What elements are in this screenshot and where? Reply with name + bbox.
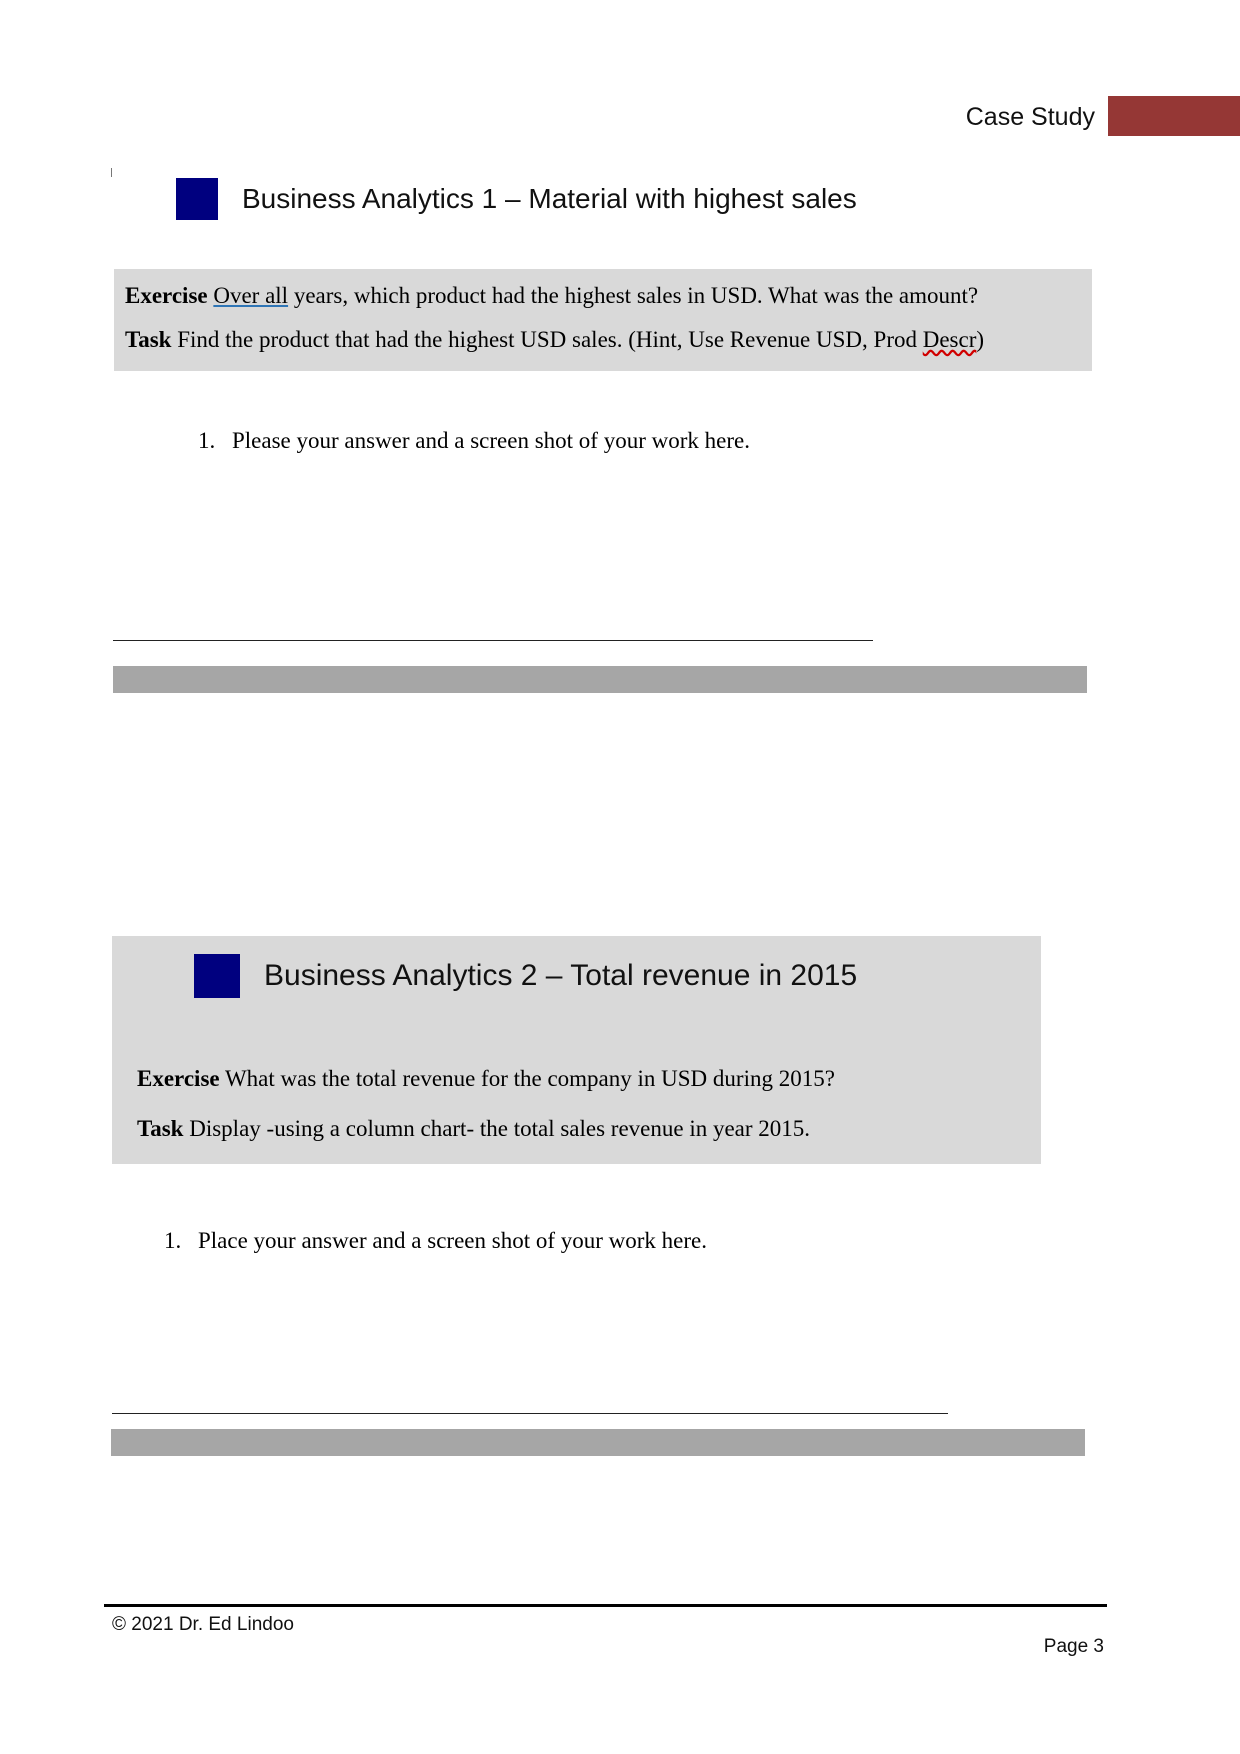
section1-exercise-line: [125, 283, 978, 309]
section2-instruction-text: Place your answer and a screen shot of your work here.: [198, 1228, 708, 1253]
section1-task-text-end: ): [976, 327, 985, 352]
section1-separator-bar: [113, 666, 1087, 693]
section2-task-text: Display -using a column chart- the total sales revenue in year 2015.: [183, 1116, 811, 1141]
text-cursor-mark: [111, 168, 112, 177]
section2-instruction-number: 1.: [164, 1228, 182, 1253]
section2-square-icon: [194, 954, 240, 998]
header-accent-band: [1108, 96, 1240, 136]
footer-rule: [104, 1604, 1107, 1607]
footer-copyright: © 2021 Dr. Ed Lindoo: [112, 1614, 294, 1635]
section1-square-icon: [176, 178, 218, 220]
section2-exercise-box: [112, 936, 1041, 1164]
header-title: Case Study: [965, 103, 1095, 131]
footer-page-number: Page 3: [1043, 1636, 1104, 1657]
section2-separator-bar: [111, 1429, 1085, 1456]
section2-instruction: [164, 1228, 707, 1254]
section2-exercise-label: Exercise: [137, 1066, 220, 1091]
section1-heading: [176, 178, 857, 220]
section2-heading-text: Business Analytics 2 – Total revenue in 2015: [264, 959, 858, 992]
section2-heading: [194, 954, 857, 998]
section1-heading-text: Business Analytics 1 – Material with highest sales: [242, 183, 857, 214]
section1-exercise-text: years, which product had the highest sales in USD. What was the amount?: [288, 283, 979, 308]
section1-task-flagged-word: Descr: [922, 327, 977, 352]
section1-instruction-text: Please your answer and a screen shot of your work here.: [232, 428, 750, 453]
section2-task-line: [137, 1116, 810, 1142]
section1-exercise-box: [114, 269, 1092, 371]
section1-exercise-underlined: Over all: [213, 283, 289, 308]
section2-exercise-text: What was the total revenue for the company in USD during 2015?: [219, 1066, 835, 1091]
section1-task-text: Find the product that had the highest USD sales. (Hint, Use Revenue USD, Prod: [171, 327, 923, 352]
section2-exercise-line: [137, 1066, 835, 1092]
section2-answer-rule: [112, 1413, 948, 1414]
section1-answer-rule: [113, 640, 873, 641]
section1-task-label: Task: [125, 327, 172, 352]
section2-task-label: Task: [137, 1116, 184, 1141]
section1-task-line: [125, 327, 984, 353]
section1-instruction-number: 1.: [198, 428, 216, 453]
section1-instruction: [198, 428, 750, 454]
section1-exercise-label: Exercise: [125, 283, 208, 308]
